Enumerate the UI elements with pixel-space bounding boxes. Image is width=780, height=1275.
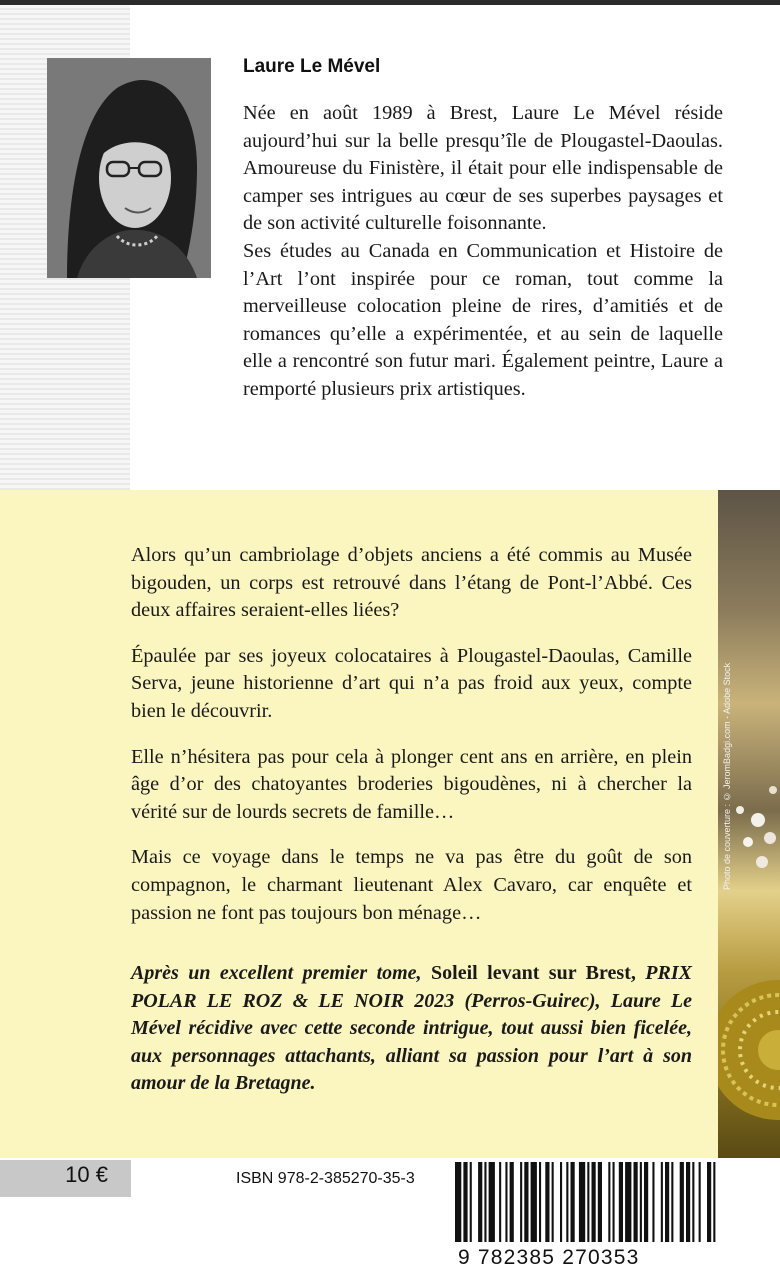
barcode [453,1162,780,1250]
summary-paragraph: Épaulée par ses joyeux colocataires à Plougastel-Daoulas, Camille Serva, jeune historienne d’art qui n’a pas froid aux yeux, compte bien le découvrir. [131,644,692,722]
bio-paragraph: Née en août 1989 à Brest, Laure Le Mével réside aujourd’hui sur la belle presqu’île de Plougastel-Daoulas. Amoureuse du Finistère, il était pour elle indispensable de camper ses intrigues au cœur de ses superbes paysages et de son activité culturelle foisonnante. [243,102,723,235]
author-bio [243,100,723,404]
cover-photo-credit: Photo de couverture : © JeromBadgi.com - Adobe Stock [722,662,732,890]
review-intro: Après un excellent premier tome, [131,962,432,984]
book-summary [131,542,692,945]
bio-paragraph: Ses études au Canada en Communication et Histoire de l’Art l’ont inspirée pour ce roman, tout comme la merveilleuse colocation pleine de rires, d’amitiés et de romances qu’elle a expérimentée, et au sein de laquelle elle a rencontré son futur mari. Également peintre, Laure a remporté plusieurs prix artistiques. [243,239,723,400]
price: 10 € [65,1162,108,1187]
review-body: PRIX POLAR LE ROZ & LE NOIR 2023 (Perros-Guirec), Laure Le Mével récidive avec cette seconde intrigue, tout aussi bien ficelée, aux personnages attachants, alliant sa passion pour l’art à son amour de la Bretagne. [131,962,692,1095]
previous-book-title: Soleil levant sur Brest, [431,962,636,984]
review-blurb [131,960,692,1098]
author-name: Laure Le Mével [243,56,381,77]
summary-paragraph: Alors qu’un cambriolage d’objets anciens a été commis au Musée bigouden, un corps est retrouvé dans l’étang de Pont-l’Abbé. Ces deux affaires seraient-elles liées? [131,544,692,622]
summary-paragraph: Elle n’hésitera pas pour cela à plonger cent ans en arrière, en plein âge d’or des chatoyantes broderies bigoudènes, ni à chercher la vérité sur de lourds secrets de famille… [131,745,692,823]
isbn: ISBN 978-2-385270-35-3 [236,1170,415,1187]
barcode-number: 9 782385 270353 [458,1246,640,1269]
author-photo [47,58,211,278]
summary-paragraph: Mais ce voyage dans le temps ne va pas être du goût de son compagnon, le charmant lieutenant Alex Cavaro, car enquête et passion ne font pas toujours bon ménage… [131,846,692,924]
